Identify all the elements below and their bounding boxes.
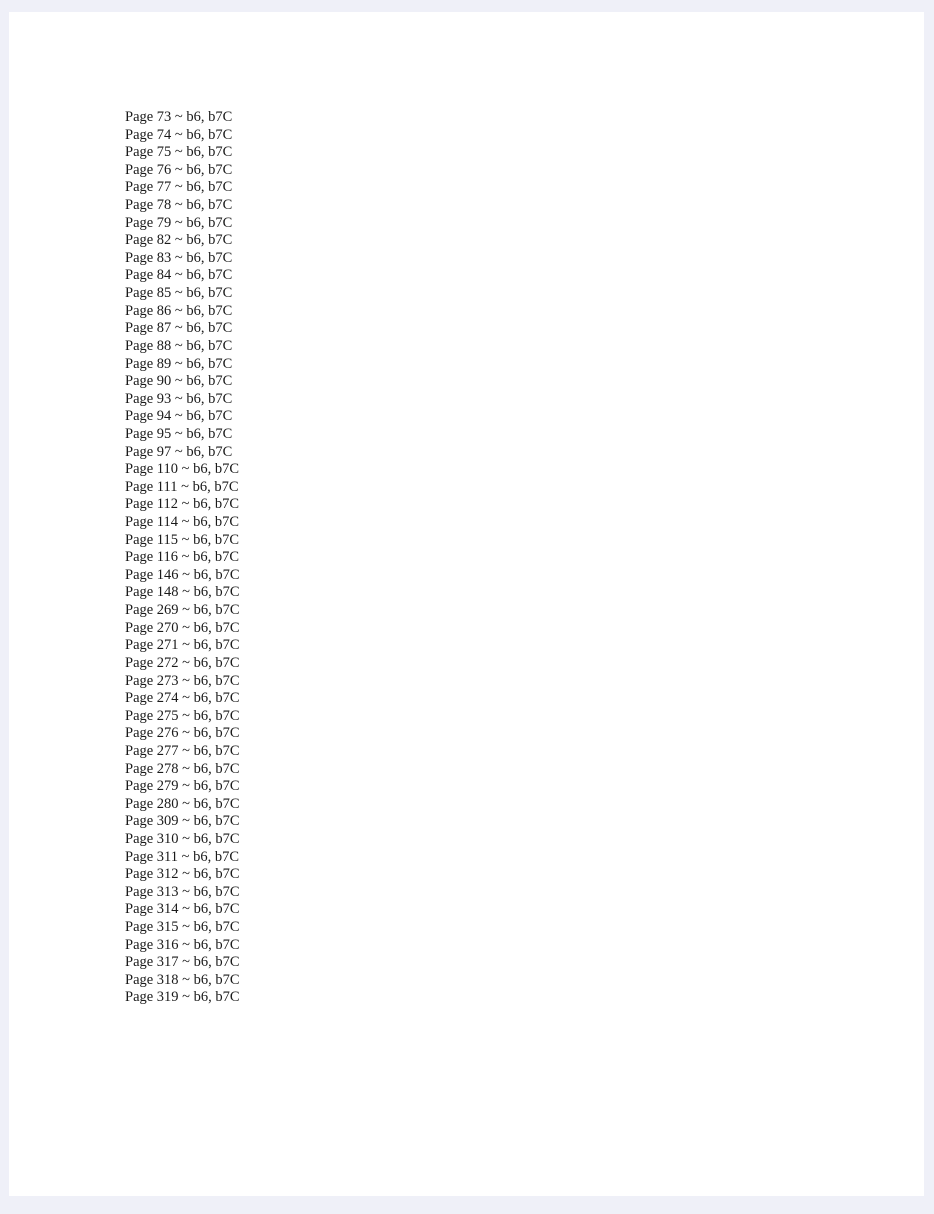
redaction-list bbox=[125, 109, 240, 1007]
redaction-entry: Page 73 ~ b6, b7C bbox=[125, 109, 233, 125]
redaction-entry: Page 312 ~ b6, b7C bbox=[125, 866, 240, 883]
redaction-entry: Page 90 ~ b6, b7C bbox=[125, 373, 233, 390]
redaction-entry: Page 269 ~ b6, b7C bbox=[125, 602, 240, 619]
redaction-entry: Page 315 ~ b6, b7C bbox=[125, 919, 240, 936]
redaction-entry: Page 85 ~ b6, b7C bbox=[125, 285, 233, 302]
redaction-entry: Page 280 ~ b6, b7C bbox=[125, 795, 240, 812]
redaction-entry: Page 279 ~ b6, b7C bbox=[125, 778, 240, 795]
redaction-entry: Page 86 ~ b6, b7C bbox=[125, 302, 233, 319]
redaction-entry: Page 272 ~ b6, b7C bbox=[125, 654, 240, 671]
redaction-entry: Page 74 ~ b6, b7C bbox=[125, 126, 233, 143]
redaction-entry: Page 84 ~ b6, b7C bbox=[125, 267, 233, 284]
redaction-entry: Page 75 ~ b6, b7C bbox=[125, 144, 233, 161]
redaction-entry: Page 78 ~ b6, b7C bbox=[125, 197, 233, 214]
redaction-entry: Page 318 ~ b6, b7C bbox=[125, 971, 240, 988]
redaction-entry: Page 115 ~ b6, b7C bbox=[125, 531, 240, 548]
redaction-entry: Page 146 ~ b6, b7C bbox=[125, 566, 240, 583]
redaction-entry: Page 89 ~ b6, b7C bbox=[125, 355, 233, 372]
redaction-entry: Page 310 ~ b6, b7C bbox=[125, 830, 240, 847]
redaction-entry: Page 77 ~ b6, b7C bbox=[125, 179, 233, 196]
redaction-entry: Page 116 ~ b6, b7C bbox=[125, 549, 240, 566]
redaction-entry: Page 82 ~ b6, b7C bbox=[125, 232, 233, 249]
redaction-entry: Page 311 ~ b6, b7C bbox=[125, 848, 240, 865]
redaction-entry: Page 94 ~ b6, b7C bbox=[125, 408, 233, 425]
redaction-entry: Page 277 ~ b6, b7C bbox=[125, 742, 240, 759]
redaction-entry: Page 87 ~ b6, b7C bbox=[125, 320, 233, 337]
redaction-entry: Page 114 ~ b6, b7C bbox=[125, 514, 240, 531]
redaction-entry: Page 88 ~ b6, b7C bbox=[125, 337, 233, 354]
redaction-entry: Page 111 ~ b6, b7C bbox=[125, 478, 239, 495]
redaction-entry: Page 309 ~ b6, b7C bbox=[125, 813, 240, 830]
redaction-entry: Page 313 ~ b6, b7C bbox=[125, 883, 240, 900]
redaction-entry: Page 317 ~ b6, b7C bbox=[125, 954, 240, 971]
redaction-entry: Page 93 ~ b6, b7C bbox=[125, 390, 233, 407]
redaction-entry: Page 83 ~ b6, b7C bbox=[125, 249, 233, 266]
redaction-entry: Page 76 ~ b6, b7C bbox=[125, 161, 233, 178]
redaction-entry: Page 270 ~ b6, b7C bbox=[125, 619, 240, 636]
redaction-entry: Page 271 ~ b6, b7C bbox=[125, 637, 240, 654]
document-page bbox=[9, 12, 924, 1196]
redaction-entry: Page 110 ~ b6, b7C bbox=[125, 461, 240, 478]
redaction-entry: Page 112 ~ b6, b7C bbox=[125, 496, 240, 513]
redaction-entry: Page 275 ~ b6, b7C bbox=[125, 707, 240, 724]
redaction-entry: Page 316 ~ b6, b7C bbox=[125, 936, 240, 953]
redaction-entry: Page 148 ~ b6, b7C bbox=[125, 584, 240, 601]
redaction-entry: Page 274 ~ b6, b7C bbox=[125, 690, 240, 707]
redaction-entry: Page 95 ~ b6, b7C bbox=[125, 425, 233, 442]
redaction-entry: Page 314 ~ b6, b7C bbox=[125, 901, 240, 918]
redaction-entry: Page 278 ~ b6, b7C bbox=[125, 760, 240, 777]
redaction-entry: Page 79 ~ b6, b7C bbox=[125, 214, 233, 231]
redaction-entry: Page 276 ~ b6, b7C bbox=[125, 725, 240, 742]
redaction-entry: Page 273 ~ b6, b7C bbox=[125, 672, 240, 689]
redaction-entry: Page 97 ~ b6, b7C bbox=[125, 443, 233, 460]
redaction-entry: Page 319 ~ b6, b7C bbox=[125, 989, 240, 1006]
